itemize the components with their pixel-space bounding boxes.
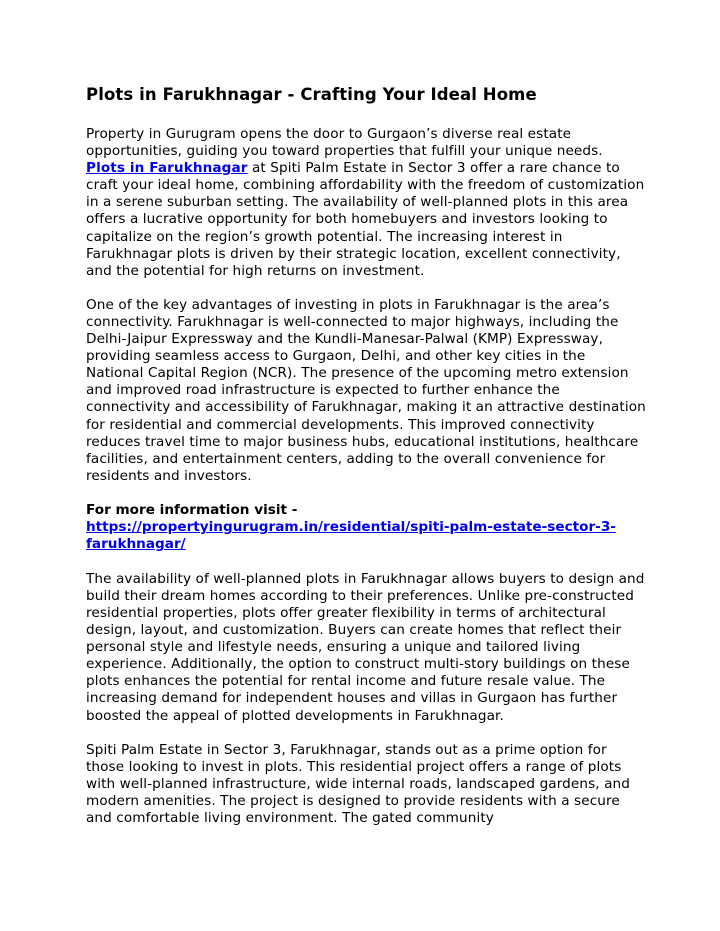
- more-info-block: [86, 502, 646, 554]
- document-page: [86, 84, 646, 844]
- paragraph-customization: The availability of well-planned plots in Farukhnagar allows buyers to design and build their dream homes according to their preferences. Unlike pre-constructed residential properties, plots offer greater flexibility in terms of architectural design, layout, and customization. Buyers can create homes that reflect their personal style and lifestyle needs, ensuring a unique and tailored living experience. Additionally, the option to construct multi-story buildings on these plots enhances the potential for rental income and future resale value. The increasing demand for independent houses and villas in Gurgaon has further boosted the appeal of plotted developments in Farukhnagar.: [86, 570, 645, 724]
- intro-text-before-link: Property in Gurugram opens the door to Gurgaon’s diverse real estate opportunities, guiding you toward properties that fulfill your unique needs.: [86, 126, 603, 160]
- more-info-label: For more information visit -: [86, 501, 298, 518]
- intro-text-after-link: at Spiti Palm Estate in Sector 3 offer a rare chance to craft your ideal home, combining affordability with the freedom of customization in a serene suburban setting. The availability of well-planned plots in this area offers a lucrative opportunity for both homebuyers and investors looking to capitalize on the region’s growth potential. The increasing interest in Farukhnagar plots is driven by their strategic location, excellent connectivity, and the potential for high returns on investment.: [86, 160, 645, 279]
- project-url-link[interactable]: https://propertyingurugram.in/residential/spiti-palm-estate-sector-3-farukhnagar/: [86, 519, 616, 553]
- paragraph-connectivity: One of the key advantages of investing in plots in Farukhnagar is the area’s connectivity. Farukhnagar is well-connected to major highways, including the Delhi-Jaipur Expressway and the Kundli-Manesar-Palwal (KMP) Expressway, providing seamless access to Gurgaon, Delhi, and other key cities in the National Capital Region (NCR). The presence of the upcoming metro extension and improved road infrastructure is expected to further enhance the connectivity and accessibility of Farukhnagar, making it an attractive destination for residential and commercial developments. This improved connectivity reduces travel time to major business hubs, educational institutions, healthcare facilities, and entertainment centers, adding to the overall convenience for residents and investors.: [86, 296, 646, 484]
- document-title: Plots in Farukhnagar - Crafting Your Ideal Home: [86, 85, 537, 104]
- plots-in-farukhnagar-link[interactable]: Plots in Farukhnagar: [86, 160, 248, 177]
- paragraph-intro: [86, 126, 646, 280]
- paragraph-spiti-palm-estate: Spiti Palm Estate in Sector 3, Farukhnagar, stands out as a prime option for those looking to invest in plots. This residential project offers a range of plots with well-planned infrastructure, wide internal roads, landscaped gardens, and modern amenities. The project is designed to provide residents with a secure and comfortable living environment. The gated community: [86, 741, 630, 826]
